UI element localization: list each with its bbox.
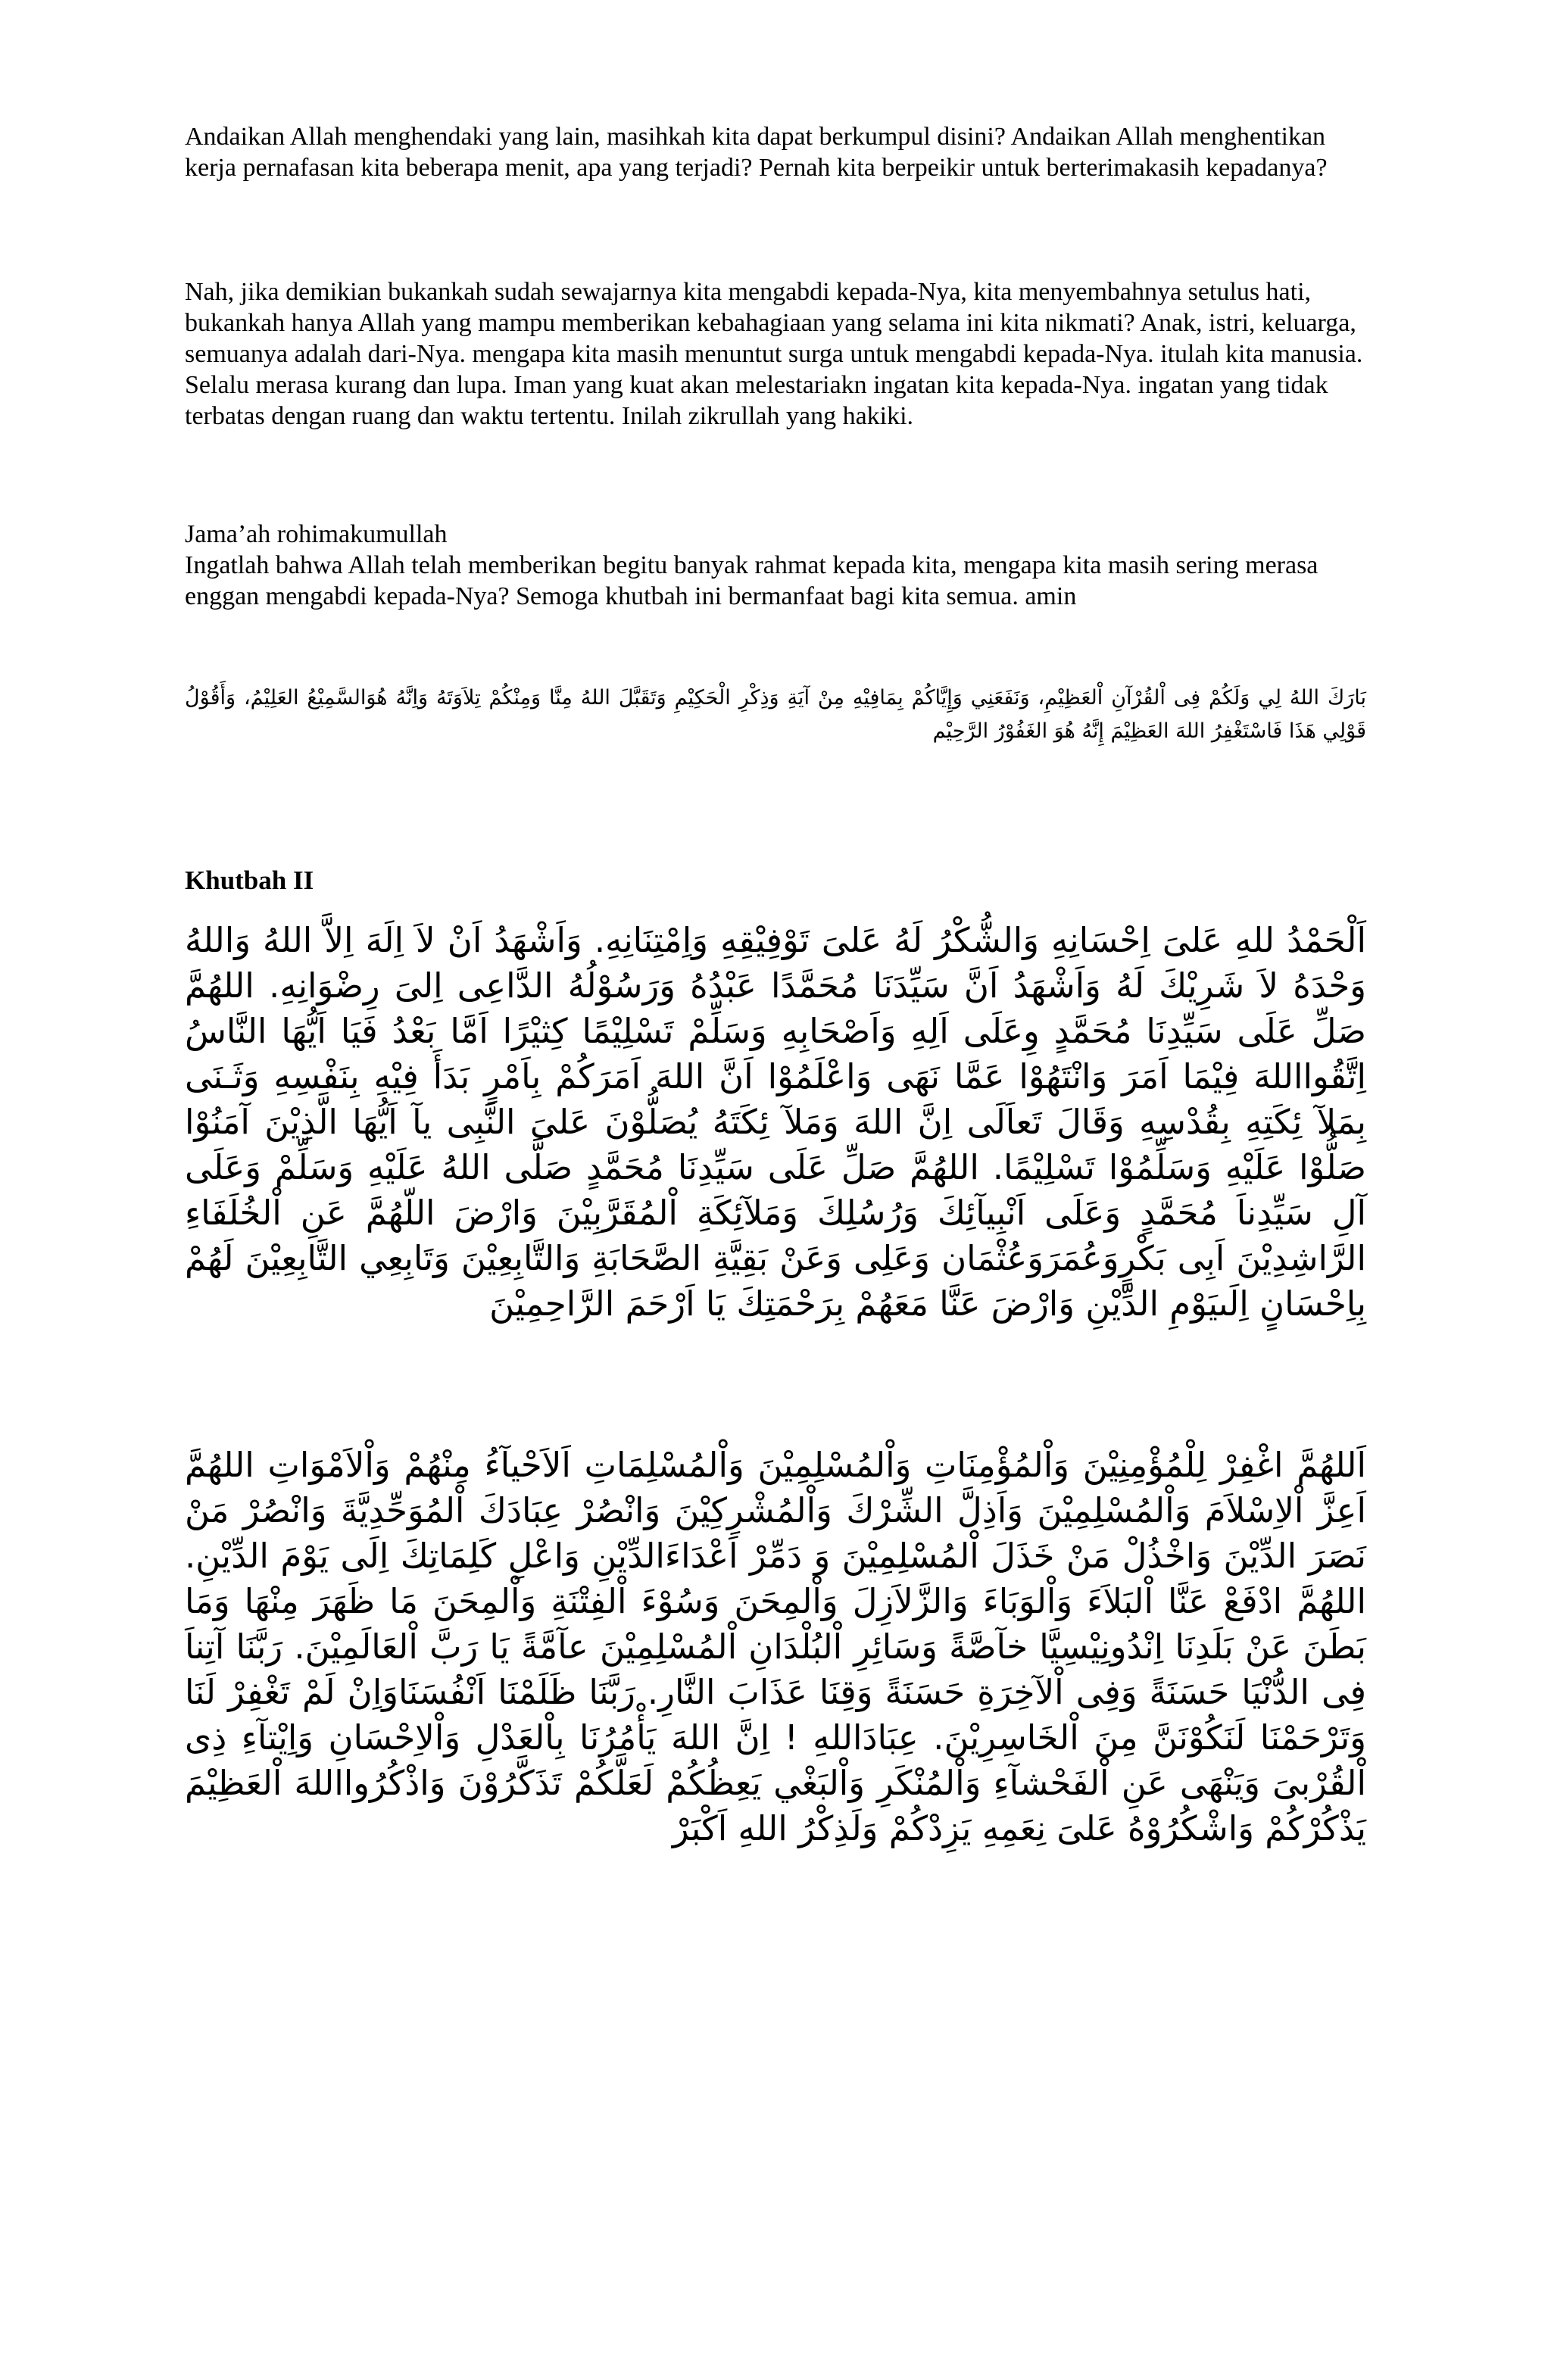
paragraph-worship: Nah, jika demikian bukankah sudah sewajarnya kita mengabdi kepada-Nya, kita menyembahnya setulus hati, bukankah hanya Allah yang mampu memberikan kebahagiaan yang selama ini kita nikmati? Anak, istri, keluarga, semuanya adalah dari-Nya. mengapa kita masih menuntut surga untuk mengabdi kepada-Nya. itulah kita manusia. Selalu merasa kurang dan lupa. Iman yang kuat akan melestariakn ingatan kita kepada-Nya. ingatan yang tidak terbatas dengan ruang dan waktu tertentu. Inilah zikrullah yang hakiki.	[185, 278, 1363, 430]
arabic-khutbah-opening: اَلْحَمْدُ للهِ عَلىَ اِحْسَانِهِ وَالشُّكْرُ لَهُ عَلىَ تَوْفِيْقِهِ وَاِمْتِنَانِهِ. وَاَشْهَدُ اَنْ لاَ اِلَهَ اِلاَّ اللهُ وَاللهُ وَحْدَهُ لاَ شَرِيْكَ لَهُ وَاَشْهَدُ اَنَّ سَيِّدَنَا مُحَمَّدًا عَبْدُهُ وَرَسُوْلُهُ الدَّاعِى اِلىَ رِضْوَانِهِ. اللهُمَّ صَلِّ عَلَى سَيِّدِنَا مُحَمَّدٍ وِعَلَى اَلِهِ وَاَصْحَابِهِ وَسَلِّمْ تَسْلِيْمًا كِثيْرًا اَمَّا بَعْدُ فَيَا اَيُّهَا النَّاسُ اِتَّقُوااللهَ فِيْمَا اَمَرَ وَانْتَهُوْا عَمَّا نَهَى وَاعْلَمُوْا اَنَّ اللهَ اَمَرَكُمْ بِاَمْرٍ بَدَأَ فِيْهِ بِنَفْسِهِ وَثَـنَى بِمَلآ ئِكَتِهِ بِقُدْسِهِ وَقَالَ تَعاَلَى اِنَّ اللهَ وَمَلآ ئِكَتَهُ يُصَلُّوْنَ عَلىَ النَّبِى يآ اَيُّهَا الَّذِيْنَ آمَنُوْا صَلُّوْا عَلَيْهِ وَسَلِّمُوْا تَسْلِيْمًا. اللهُمَّ صَلِّ عَلَى سَيِّدِنَا مُحَمَّدٍ صَلَّى اللهُ عَلَيْهِ وَسَلِّمْ وَعَلَى آلِ سَيِّدِناَ مُحَمَّدٍ وَعَلَى اَنْبِيآئِكَ وَرُسُلِكَ وَمَلآئِكَةِ اْلمُقَرَّبِيْنَ وَارْضَ اللّهُمَّ عَنِ اْلخُلَفَاءِ الرَّاشِدِيْنَ اَبِى بَكْرٍوَعُمَرَوَعُثْمَان وَعَلِى وَعَنْ بَقِيَّةِ الصَّحَابَةِ وَالتَّابِعِيْنَ وَتَابِعِي التَّابِعِيْنَ لَهُمْ بِاِحْسَانٍ اِلَىيَوْمِ الدِّيْنِ وَارْضَ عَنَّا مَعَهُمْ بِرَحْمَتِكَ يَا اَرْحَمَ الرَّاحِمِيْنَ	[185, 920, 1366, 1324]
section-heading: Khutbah II	[185, 866, 314, 895]
paragraph-address: Jama’ah rohimakumullah	[185, 520, 448, 548]
paragraph-reminder: Ingatlah bahwa Allah telah memberikan begitu banyak rahmat kepada kita, mengapa kita masih sering merasa enggan mengabdi kepada-Nya? Semoga khutbah ini bermanfaat bagi kita semua. amin	[185, 551, 1319, 610]
arabic-closing-prayer: بَارَكَ اللهُ لِي وَلَكُمْ فِى اْلقُرْآنِ اْلعَظِيْمِ، وَنَفَعَنِي وَإِيَّاكُمْ بِمَافِيْهِ مِنْ آيَةِ وَذِكْرِ الْحَكِيْمِ وَتَقَبَّلَ اللهُ مِنَّا وَمِنْكُمْ تِلاَوَتَهُ وَاِنَّهُ هُوَالسَّمِيْعُ العَلِيْمُ، وَأَقُوْلُ قَوْلِي هَذَا فَاسْتَغْفِرُ اللهَ العَظِيْمَ إِنَّهُ هُوَ الغَفُوْرُ الرَّحِيْم	[185, 686, 1366, 743]
arabic-khutbah-supplication: اَللهُمَّ اغْفِرْ لِلْمُؤْمِنِيْنَ وَاْلمُؤْمِنَاتِ وَاْلمُسْلِمِيْنَ وَاْلمُسْلِمَاتِ اَلاَحْيآءُ مِنْهُمْ وَاْلاَمْوَاتِ اللهُمَّ اَعِزَّ اْلاِسْلاَمَ وَاْلمُسْلِمِيْنَ وَاَذِلَّ الشِّرْكَ وَاْلمُشْرِكِيْنَ وَانْصُرْ عِبَادَكَ اْلمُوَحِّدِيَّةَ وَانْصُرْ مَنْ نَصَرَ الدِّيْنَ وَاخْذُلْ مَنْ خَذَلَ اْلمُسْلِمِيْنَ وَ دَمِّرْ اَعْدَاءَالدِّيْنِ وَاعْلِ كَلِمَاتِكَ اِلَى يَوْمَ الدِّيْنِ. اللهُمَّ ادْفَعْ عَنَّا اْلبَلاَءَ وَاْلوَبَاءَ وَالزَّلاَزِلَ وَاْلمِحَنَ وَسُوْءَ اْلفِتْنَةِ وَاْلمِحَنَ مَا ظَهَرَ مِنْهَا وَمَا بَطَنَ عَنْ بَلَدِنَا اِنْدُونِيْسِيَّا خآصَّةً وَسَائِرِ اْلبُلْدَانِ اْلمُسْلِمِيْنَ عآمَّةً يَا رَبَّ اْلعَالَمِيْنَ. رَبَّنَا آتِناَ فِى الدُّنْيَا حَسَنَةً وَفِى اْلآخِرَةِ حَسَنَةً وَقِنَا عَذَابَ النَّارِ. رَبَّنَا ظَلَمْنَا اَنْفُسَنَاوَاِنْ لَمْ تَغْفِرْ لَنَا وَتَرْحَمْنَا لَنَكُوْنَنَّ مِنَ اْلخَاسِرِيْنَ. عِبَادَاللهِ ! اِنَّ اللهَ يَأْمُرُنَا بِاْلعَدْلِ وَاْلاِحْسَانِ وَاِيْتآءِ ذِى اْلقُرْبىَ وَيَنْهَى عَنِ اْلفَحْشآءِ وَاْلمُنْكَرِ وَاْلبَغْي يَعِظُكُمْ لَعَلَّكُمْ تَذَكَّرُوْنَ وَاذْكُرُوااللهَ اْلعَظِيْمَ يَذْكُرْكُمْ وَاشْكُرُوْهُ عَلىَ نِعَمِهِ يَزِدْكُمْ وَلَذِكْرُ اللهِ اَكْبَرْ	[185, 1445, 1366, 1848]
paragraph-intro: Andaikan Allah menghendaki yang lain, masihkah kita dapat berkumpul disini? Andaikan Allah menghentikan kerja pernafasan kita beberapa menit, apa yang terjadi? Pernah kita berpeikir untuk berterimakasih kepadanya?	[185, 123, 1328, 182]
